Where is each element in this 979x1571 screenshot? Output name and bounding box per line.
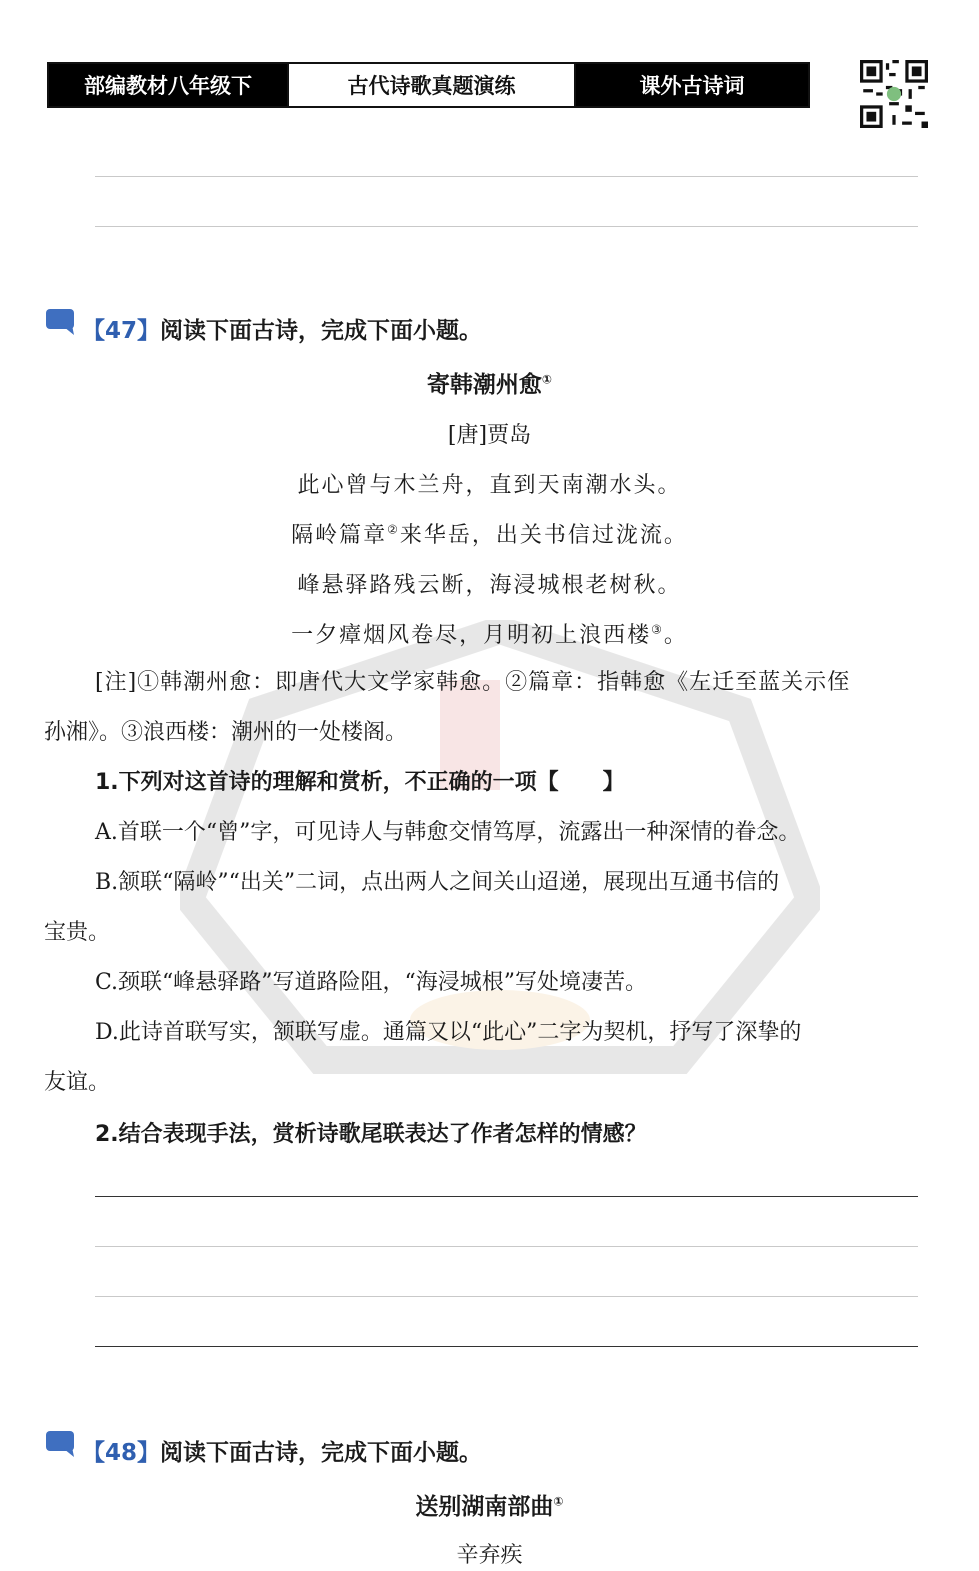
poem-title: 送别湖南部曲① [415, 1494, 564, 1520]
answer-line[interactable] [95, 1346, 918, 1347]
question-number: 【48】 [82, 1440, 161, 1466]
poem-notes-cont: 孙湘》。③浪西楼：潮州的一处楼阁。 [44, 720, 408, 745]
question-47-heading [46, 312, 482, 345]
header-bar [47, 62, 810, 108]
qr-code-icon [860, 60, 928, 128]
header-topic: 课外古诗词 [576, 64, 808, 106]
poem-title: 寄韩潮州愈① [426, 372, 553, 398]
poem-line-1: 此心曾与木兰舟，直到天南潮水头。 [297, 473, 682, 498]
option-a: A.首联一个“曾”字，可见诗人与韩愈交情笃厚，流露出一种深情的眷念。 [95, 820, 801, 845]
poem-line-2: 隔岭篇章②来华岳，出关书信过泷流。 [291, 522, 688, 548]
answer-line [95, 176, 918, 177]
speech-bubble-icon [46, 1431, 76, 1457]
question-instruction: 阅读下面古诗，完成下面小题。 [160, 1440, 483, 1466]
poem-author: [唐]贾岛 [447, 423, 532, 448]
question-number: 【47】 [82, 318, 161, 344]
subquestion-1: 1.下列对这首诗的理解和赏析，不正确的一项【 】 [95, 770, 625, 795]
header-section: 古代诗歌真题演练 [287, 64, 576, 106]
option-d: D.此诗首联写实，颔联写虚。通篇又以“此心”二字为契机，抒写了深挚的 [95, 1020, 802, 1045]
answer-line [95, 226, 918, 227]
option-d-cont: 友谊。 [44, 1070, 111, 1095]
option-b-cont: 宝贵。 [44, 920, 111, 945]
option-c: C.颈联“峰悬驿路”写道路险阻，“海浸城根”写处境凄苦。 [95, 970, 648, 995]
subquestion-2: 2.结合表现手法，赏析诗歌尾联表达了作者怎样的情感？ [95, 1122, 647, 1147]
speech-bubble-icon [46, 309, 76, 335]
poem-line-4: 一夕瘴烟风卷尽，月明初上浪西楼③。 [291, 622, 688, 648]
answer-line[interactable] [95, 1196, 918, 1197]
header-textbook: 部编教材八年级下 [49, 64, 287, 106]
answer-line[interactable] [95, 1296, 918, 1297]
question-instruction: 阅读下面古诗，完成下面小题。 [160, 318, 483, 344]
question-48-heading [46, 1434, 482, 1467]
answer-line[interactable] [95, 1246, 918, 1247]
poem-line-3: 峰悬驿路残云断，海浸城根老树秋。 [297, 573, 682, 598]
option-b: B.颔联“隔岭”“出关”二词，点出两人之间关山迢递，展现出互通书信的 [95, 870, 780, 895]
poem-author: 辛弃疾 [456, 1543, 523, 1568]
poem-notes: [注]①韩潮州愈：即唐代大文学家韩愈。②篇章：指韩愈《左迁至蓝关示侄 [95, 670, 851, 695]
